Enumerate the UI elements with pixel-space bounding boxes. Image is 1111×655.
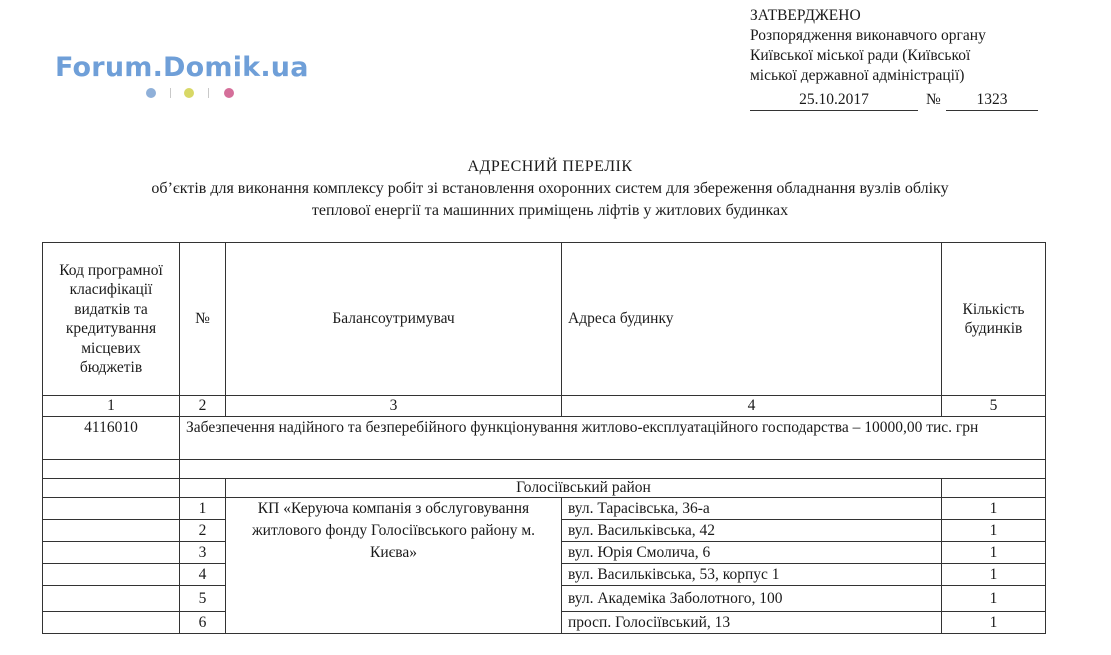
logo-separator xyxy=(170,88,171,98)
row-address: вул. Васильківська, 42 xyxy=(562,520,942,542)
logo-dot-pink xyxy=(224,88,234,98)
column-number: 3 xyxy=(226,396,562,417)
header-address: Адреса будинку xyxy=(562,243,942,396)
program-code: 4116010 xyxy=(43,417,180,460)
title-subtitle: об’єктів для виконання комплексу робіт зі встановлення охоронних систем для збереження обладнання вузлів обліку xyxy=(151,180,949,197)
address-list-table xyxy=(42,242,1046,634)
row-number: 1 xyxy=(180,498,226,520)
title-main: АДРЕСНИЙ ПЕРЕЛІК xyxy=(467,158,633,175)
empty-cell xyxy=(180,479,226,498)
row-number: 2 xyxy=(180,520,226,542)
header-no: № xyxy=(180,243,226,396)
balance-holder-name: КП «Керуюча компанія з обслуговування житлового фонду Голосіївського району м. Києва» xyxy=(226,498,562,634)
row-address: вул. Тарасівська, 36-а xyxy=(562,498,942,520)
table-row xyxy=(43,498,1046,520)
number-sign: № xyxy=(926,91,941,108)
empty-cell xyxy=(43,564,180,586)
district-name: Голосіївський район xyxy=(226,479,942,498)
header-count: Кількість будинків xyxy=(942,243,1046,396)
empty-cell xyxy=(180,460,1046,479)
spacer-row xyxy=(43,460,1046,479)
empty-cell xyxy=(43,586,180,612)
approval-line: Київської міської ради (Київської xyxy=(750,47,971,64)
column-number: 5 xyxy=(942,396,1046,417)
header-code: Код програмної класифікації видатків та кредитування місцевих бюджетів xyxy=(43,243,180,396)
empty-cell xyxy=(43,612,180,634)
column-number: 4 xyxy=(562,396,942,417)
logo-dot-yellow xyxy=(184,88,194,98)
empty-cell xyxy=(43,498,180,520)
logo-separator xyxy=(208,88,209,98)
approval-heading: ЗАТВЕРДЖЕНО xyxy=(750,7,861,24)
row-address: вул. Васильківська, 53, корпус 1 xyxy=(562,564,942,586)
title-subtitle: теплової енергії та машинних приміщень ліфтів у житлових будинках xyxy=(311,202,789,219)
column-number-row xyxy=(43,396,1046,417)
row-address: просп. Голосіївський, 13 xyxy=(562,612,942,634)
row-address: вул. Юрія Смолича, 6 xyxy=(562,542,942,564)
approval-stamp xyxy=(750,6,986,86)
document-title xyxy=(40,156,1060,222)
program-row xyxy=(43,417,1046,460)
empty-cell xyxy=(942,479,1046,498)
approval-line: міської державної адміністрації) xyxy=(750,67,965,84)
district-row xyxy=(43,479,1046,498)
row-count: 1 xyxy=(942,542,1046,564)
header-balance-holder: Балансоутримувач xyxy=(226,243,562,396)
empty-cell xyxy=(43,542,180,564)
approval-date: 25.10.2017 xyxy=(750,90,918,111)
logo-dots xyxy=(146,88,246,100)
row-count: 1 xyxy=(942,586,1046,612)
empty-cell xyxy=(43,460,180,479)
approval-line: Розпорядження виконавчого органу xyxy=(750,27,986,44)
column-number: 1 xyxy=(43,396,180,417)
program-description: Забезпечення надійного та безперебійного функціонування житлово-експлуатаційного господарства – 10000,00 тис. грн xyxy=(180,417,1046,460)
empty-cell xyxy=(43,479,180,498)
row-count: 1 xyxy=(942,498,1046,520)
table-header-row xyxy=(43,243,1046,396)
row-number: 5 xyxy=(180,586,226,612)
row-address: вул. Академіка Заболотного, 100 xyxy=(562,586,942,612)
logo-dot-blue xyxy=(146,88,156,98)
row-number: 3 xyxy=(180,542,226,564)
row-count: 1 xyxy=(942,612,1046,634)
column-number: 2 xyxy=(180,396,226,417)
row-number: 4 xyxy=(180,564,226,586)
empty-cell xyxy=(43,520,180,542)
approval-number: 1323 xyxy=(946,90,1038,111)
row-count: 1 xyxy=(942,564,1046,586)
row-count: 1 xyxy=(942,520,1046,542)
row-number: 6 xyxy=(180,612,226,634)
approval-date-number xyxy=(750,90,1040,112)
forum-domik-logo: Forum.Domik.ua xyxy=(55,52,309,83)
